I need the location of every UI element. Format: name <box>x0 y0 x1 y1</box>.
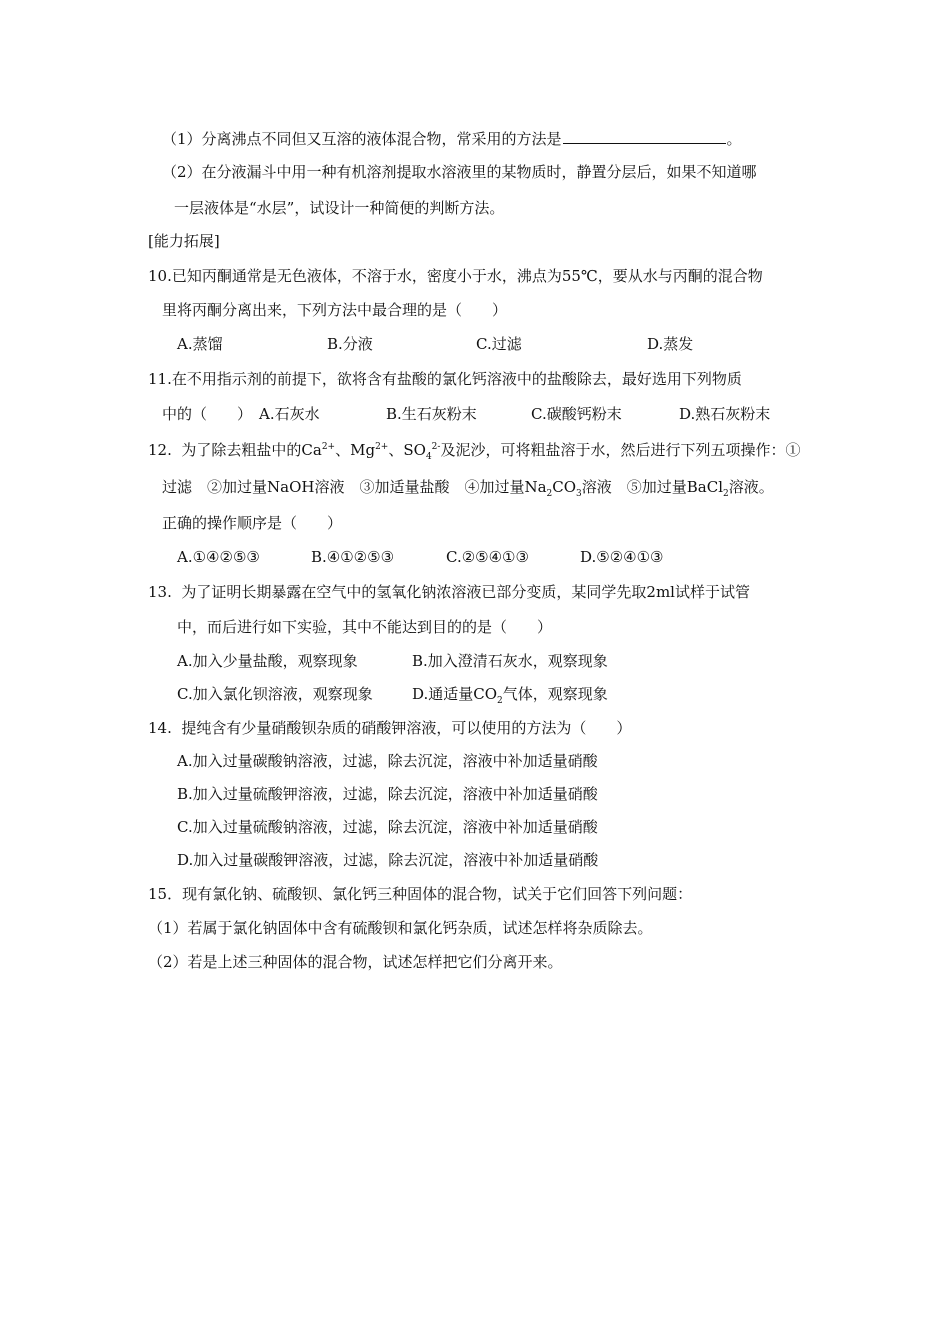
answer-blank[interactable] <box>563 129 726 144</box>
q11-line1: 11.在不用指示剂的前提下，欲将含有盐酸的氯化钙溶液中的盐酸除去，最好选用下列物质 <box>148 370 742 388</box>
q9-part2-line2: 一层液体是“水层”，试设计一种简便的判断方法。 <box>174 199 505 217</box>
q14-text: 提纯含有少量硝酸钡杂质的硝酸钾溶液，可以使用的方法为（ ） <box>181 719 632 737</box>
q11-option-b[interactable]: B.生石灰粉末 <box>386 405 477 423</box>
q12-line2 <box>162 477 774 497</box>
q11-line2-prefix: 中的（ ） <box>162 405 253 423</box>
q12-option-b[interactable]: B.④①②⑤③ <box>311 548 395 566</box>
q13-option-b[interactable]: B.加入澄清石灰水，观察现象 <box>412 652 608 670</box>
q12-option-a[interactable]: A.①④②⑤③ <box>177 548 260 566</box>
q11-option-a[interactable]: A.石灰水 <box>259 405 320 423</box>
q13-option-a[interactable]: A.加入少量盐酸，观察现象 <box>177 652 358 670</box>
q12-text: 为了除去粗盐中的Ca <box>181 441 322 459</box>
q12-text: CO <box>552 478 577 496</box>
q9-part1-end: 。 <box>726 130 742 148</box>
q13-option-d[interactable] <box>412 684 608 704</box>
q12-line1 <box>148 440 800 460</box>
q15-line1: 15．现有氯化钠、硫酸钡、氯化钙三种固体的混合物，试关于它们回答下列问题： <box>148 885 693 903</box>
q13-option-d-text: 气体，观察现象 <box>502 685 608 703</box>
q13-option-d-text: D.通适量CO <box>412 685 498 703</box>
q12-text: 、SO <box>388 441 426 459</box>
q12-text: 过滤 ②加过量NaOH溶液 ③加适量盐酸 ④加过量Na <box>162 478 547 496</box>
q10-line1: 10.已知丙酮通常是无色液体，不溶于水，密度小于水，沸点为55℃，要从水与丙酮的混合物 <box>148 267 763 285</box>
q12-text: 及泥沙，可将粗盐溶于水，然后进行下列五项操作：① <box>440 441 801 459</box>
q12-text: 溶液 ⑤加过量BaCl <box>581 478 724 496</box>
q12-text: 溶液。 <box>728 478 774 496</box>
q12-text: 、Mg <box>335 441 376 459</box>
q12-number: 12. <box>148 441 172 459</box>
q12-option-d[interactable]: D.⑤②④①③ <box>580 548 664 566</box>
q10-line2: 里将丙酮分离出来，下列方法中最合理的是（ ） <box>162 301 508 319</box>
subscript: 2 <box>497 696 503 706</box>
q13-number: 13. <box>148 583 172 601</box>
section-title: [能力拓展] <box>148 232 220 250</box>
q14-option-c[interactable]: C.加入过量硫酸钠溶液，过滤，除去沉淀，溶液中补加适量硝酸 <box>177 818 598 836</box>
q10-option-c[interactable]: C.过滤 <box>476 335 522 353</box>
q13-line1 <box>148 582 750 602</box>
q13-option-c[interactable]: C.加入氯化钡溶液，观察现象 <box>177 685 373 703</box>
ion-charge: 2+ <box>321 442 336 452</box>
q14-option-d[interactable]: D.加入过量碳酸钾溶液，过滤，除去沉淀，溶液中补加适量硝酸 <box>177 851 599 869</box>
q12-option-c[interactable]: C.②⑤④①③ <box>446 548 529 566</box>
q10-option-b[interactable]: B.分液 <box>327 335 373 353</box>
q14-line1 <box>148 718 631 738</box>
q14-option-b[interactable]: B.加入过量硫酸钾溶液，过滤，除去沉淀，溶液中补加适量硝酸 <box>177 785 598 803</box>
q15-sub1: （1）若属于氯化钠固体中含有硫酸钡和氯化钙杂质，试述怎样将杂质除去。 <box>148 919 653 937</box>
q13-text: 为了证明长期暴露在空气中的氢氧化钠浓溶液已部分变质，某同学先取2ml试样于试管 <box>181 583 750 601</box>
ion-charge: 2+ <box>375 442 389 452</box>
q14-number: 14. <box>148 719 172 737</box>
q9-part1 <box>162 129 742 149</box>
subscript: 4 <box>425 452 432 462</box>
q9-part2-line1: （2）在分液漏斗中用一种有机溶剂提取水溶液里的某物质时，静置分层后，如果不知道哪 <box>162 163 757 181</box>
q14-option-a[interactable]: A.加入过量碳酸钠溶液，过滤，除去沉淀，溶液中补加适量硝酸 <box>177 752 598 770</box>
subscript: 2 <box>723 489 729 499</box>
q11-option-c[interactable]: C.碳酸钙粉末 <box>531 405 622 423</box>
q9-part1-text: （1）分离沸点不同但又互溶的液体混合物，常采用的方法是 <box>162 130 562 148</box>
subscript: 3 <box>576 489 582 499</box>
q10-option-a[interactable]: A.蒸馏 <box>177 335 223 353</box>
q15-sub2: （2）若是上述三种固体的混合物，试述怎样把它们分离开来。 <box>148 953 563 971</box>
ion-charge: 2- <box>431 442 441 452</box>
q12-line3: 正确的操作顺序是（ ） <box>162 514 343 532</box>
q11-option-d[interactable]: D.熟石灰粉末 <box>679 405 771 423</box>
q13-line2: 中，而后进行如下实验，其中不能达到目的的是（ ） <box>177 618 553 636</box>
subscript: 2 <box>546 489 553 499</box>
q10-option-d[interactable]: D.蒸发 <box>647 335 694 353</box>
